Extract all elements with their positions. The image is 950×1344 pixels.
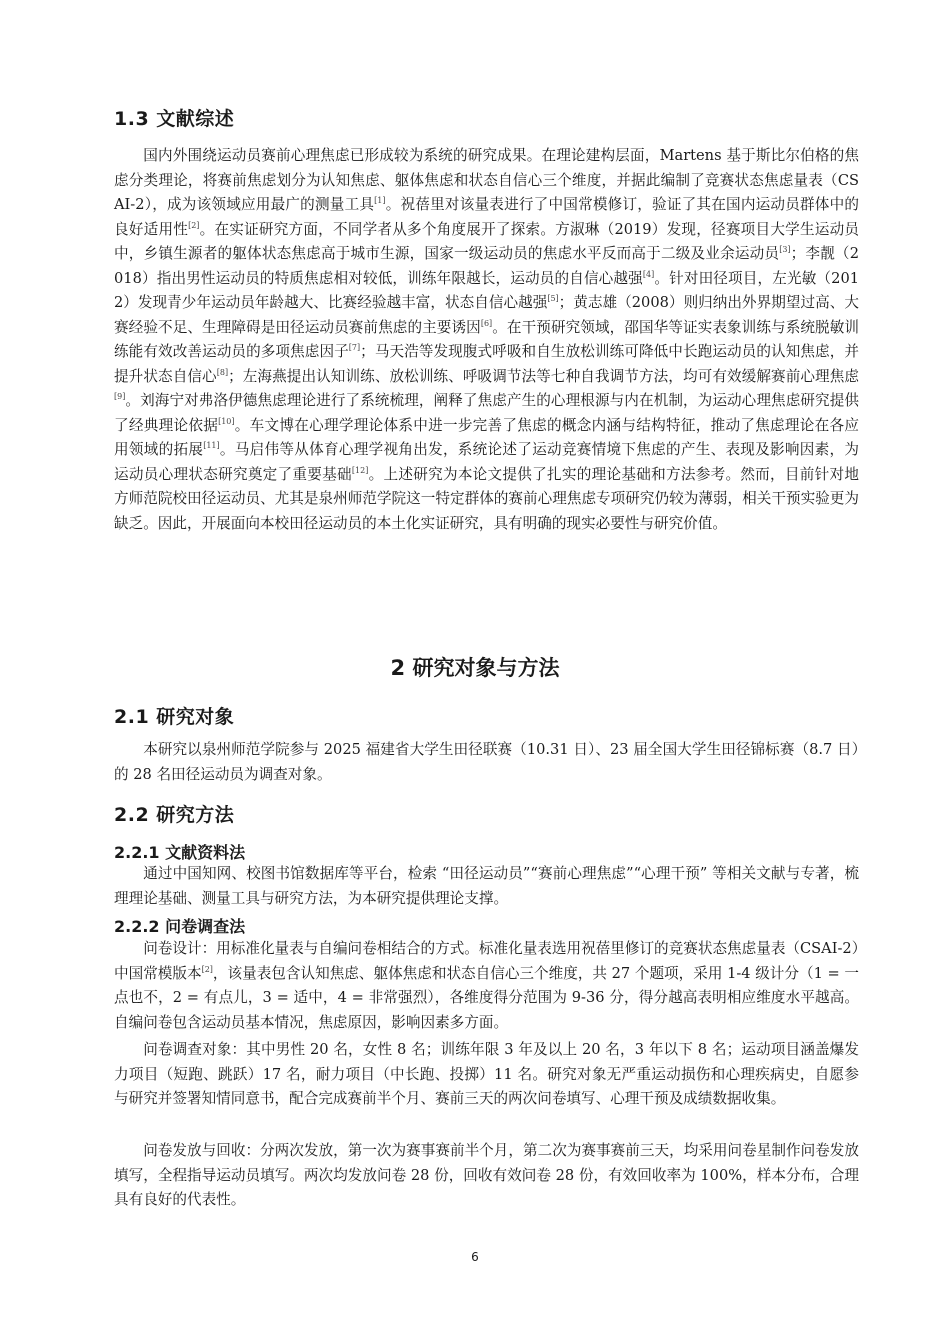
paragraph-text-segment: ；左海燕提出认知训练、放松训练、呼吸调节法等七种自我调节方法，均可有效缓解赛前心理焦虑 — [228, 367, 859, 385]
design-text-part-2: ，该量表包含认知焦虑、躯体焦虑和状态自信心三个维度，共 27 个题项，采用 1-4 级计分（1 = 一点也不，2 = 有点儿，3 = 适中，4 = 非常强烈），各维度得分范围为 9-36 分，得分越高表明相应维度水平越高。自编问卷包含运动员基本情况，焦虑原因，影响因素多方面。 — [114, 964, 859, 1031]
citation-ref: [11] — [203, 441, 220, 450]
paragraph-text-segment: 。针对田径项目，左光敏（2012）发现青少年运动员年龄越大、比赛经验越丰富，状态自信心越强 — [114, 269, 860, 311]
section-heading-2-2-1: 2.2.1 文献资料法 — [114, 843, 246, 862]
page-number: 6 — [471, 1250, 479, 1264]
citation-ref: [1] — [374, 196, 386, 205]
research-subject-paragraph: 本研究以泉州师范学院参与 2025 福建省大学生田径联赛（10.31 日）、23 届全国大学生田径锦标赛（8.7 日）的 28 名田径运动员为调查对象。 — [114, 741, 859, 783]
questionnaire-distribution-paragraph: 问卷发放与回收：分两次发放，第一次为赛事赛前半个月，第二次为赛事赛前三天，均采用问卷星制作问卷发放填写，全程指导运动员填写。两次均发放问卷 28 份，回收有效问卷 28 份，有效回收率为 100%，样本分布，合理具有良好的代表性。 — [114, 1142, 859, 1208]
paragraph-text-segment: 。马启伟等从体育心理学视角出发，系统论述了运动竞赛情境下焦虑的产生、表现及影响因素，为运动员心理状态研究奠定了重要基础 — [114, 441, 859, 483]
paragraph-text-segment: 。刘海宁对弗洛伊德焦虑理论进行了系统梳理，阐释了焦虑产生的心理根源与内在机制，为运动心理焦虑研究提供了经典理论依据 — [114, 392, 859, 434]
paragraph-text-segment: ；李靓（2018）指出男性运动员的特质焦虑相对较低，训练年限越长，运动员的自信心越强 — [114, 245, 859, 287]
literature-review-paragraph — [114, 144, 859, 536]
questionnaire-design-paragraph — [114, 937, 859, 1035]
section-heading-2-2-2: 2.2.2 问卷调查法 — [114, 917, 246, 936]
citation-ref: [4] — [642, 269, 655, 279]
citation-ref: [2] — [201, 964, 213, 974]
paragraph-text-segment: ；黄志雄（2008）则归纳出外界期望过高、大赛经验不足、生理障碍是田径运动员赛前焦虑的主要诱因 — [114, 294, 859, 336]
paragraph-text-segment: ；马天浩等发现腹式呼吸和自生放松训练可降低中长跑运动员的认知焦虑，并提升状态自信心 — [114, 343, 859, 385]
citation-ref: [8] — [216, 367, 229, 377]
paragraph-text-segment: 。祝蓓里对该量表进行了中国常模修订，验证了其在国内运动员群体中的良好适用性 — [114, 196, 859, 238]
paragraph-text-segment: 。车文博在心理学理论体系中进一步完善了焦虑的概念内涵与结构特征，推动了焦虑理论在各应用领域的拓展 — [114, 416, 859, 458]
citation-ref: [2] — [188, 220, 200, 230]
citation-ref: [9] — [114, 392, 126, 401]
section-heading-2-1: 2.1 研究对象 — [114, 706, 235, 728]
paragraph-text-segment: 。在干预研究领域，邵国华等证实表象训练与系统脱敏训练能有效改善运动员的多项焦虑因子 — [114, 318, 859, 360]
section-heading-2-2: 2.2 研究方法 — [114, 804, 235, 826]
citation-ref: [6] — [480, 318, 493, 328]
citation-ref: [12] — [351, 465, 369, 475]
citation-ref: [3] — [779, 245, 791, 254]
section-heading-1-3: 1.3 文献综述 — [114, 108, 235, 130]
literature-method-paragraph: 通过中国知网、校图书馆数据库等平台，检索 “田径运动员”“赛前心理焦虑”“心理干预” 等相关文献与专著，梳理理论基础、测量工具与研究方法，为本研究提供理论支撑。 — [114, 865, 859, 907]
citation-ref: [7] — [348, 343, 361, 352]
design-text-part-1: 问卷设计：用标准化量表与自编问卷相结合的方式。标准化量表选用祝蓓里修订的竞赛状态焦虑量表（CSAI-2）中国常模版本 — [114, 940, 859, 982]
citation-ref: [10] — [218, 416, 235, 426]
questionnaire-subjects-paragraph: 问卷调查对象：其中男性 20 名，女性 8 名；训练年限 3 年及以上 20 名，3 年以下 8 名；运动项目涵盖爆发力项目（短跑、跳跃）17 名，耐力项目（中长跑、投掷）11 名。研究对象无严重运动损伤和心理疾病史，自愿参与研究并签署知情同意书，配合完成赛前半个月、赛前三天的两次问卷填写、心理干预及成绩数据收集。 — [114, 1041, 859, 1107]
paragraph-text-segment: 。在实证研究方面，不同学者从多个角度展开了探索。方淑琳（2019）发现，径赛项目大学生运动员中，乡镇生源者的躯体状态焦虑高于城市生源，国家一级运动员的焦虑水平反而高于二级及业余运动员 — [114, 220, 859, 262]
paragraph-text-segment: 国内外围绕运动员赛前心理焦虑已形成较为系统的研究成果。在理论建构层面，Martens 基于斯比尔伯格的焦虑分类理论，将赛前焦虑划分为认知焦虑、躯体焦虑和状态自信心三个维度，并据此编制了竞赛状态焦虑量表（CSAI-2），成为该领域应用最广的测量工具 — [114, 147, 859, 213]
paragraph-text-segment: 。上述研究为本论文提供了扎实的理论基础和方法参考。然而，目前针对地方师范院校田径运动员、尤其是泉州师范学院这一特定群体的赛前心理焦虑专项研究仍较为薄弱，相关干预实验更为缺乏。因此，开展面向本校田径运动员的本土化实证研究，具有明确的现实必要性与研究价值。 — [114, 465, 859, 532]
citation-ref: [5] — [547, 294, 559, 303]
chapter-heading-2: 2 研究对象与方法 — [390, 656, 560, 680]
